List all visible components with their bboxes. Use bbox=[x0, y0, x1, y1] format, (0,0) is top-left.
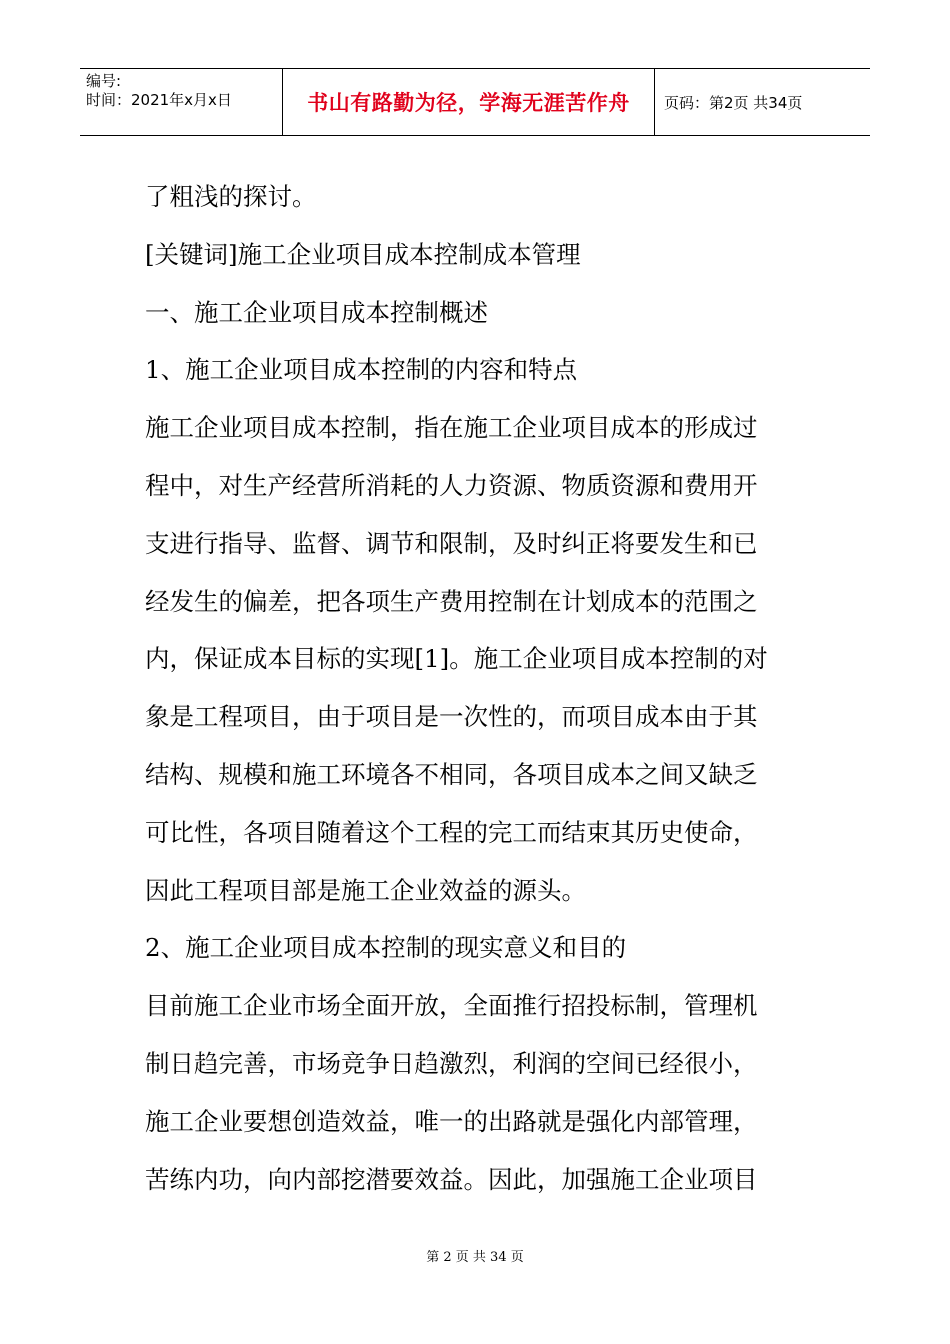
body-line: 支进行指导、监督、调节和限制，及时纠正将要发生和已 bbox=[145, 528, 758, 558]
section-heading: 一、施工企业项目成本控制概述 bbox=[145, 297, 488, 327]
document-code: 编号: bbox=[86, 72, 122, 90]
body-line: 因此工程项目部是施工企业效益的源头。 bbox=[145, 875, 586, 905]
body-line: 施工企业要想创造效益，唯一的出路就是强化内部管理， bbox=[145, 1106, 758, 1136]
page-footer: 第 2 页 共 34 页 bbox=[426, 1250, 524, 1265]
body-line: 制日趋完善，市场竞争日趋激烈，利润的空间已经很小， bbox=[145, 1048, 758, 1078]
body-line: 目前施工企业市场全面开放，全面推行招投标制，管理机 bbox=[145, 991, 758, 1021]
header-motto: 书山有路勤为径，学海无涯苦作舟 bbox=[307, 91, 630, 115]
body-line: 象是工程项目，由于项目是一次性的，而项目成本由于其 bbox=[145, 702, 758, 732]
header-meta bbox=[80, 69, 282, 135]
body-line: 结构、规模和施工环境各不相同，各项目成本之间又缺乏 bbox=[145, 759, 758, 789]
document-body bbox=[145, 168, 805, 1208]
document-time: 时间：2021年x月x日 bbox=[86, 91, 232, 109]
body-line: 可比性，各项目随着这个工程的完工而结束其历史使命， bbox=[145, 817, 758, 847]
keywords-line: [关键词]施工企业项目成本控制成本管理 bbox=[145, 239, 581, 269]
body-line: 内，保证成本目标的实现[1]。施工企业项目成本控制的对 bbox=[145, 644, 768, 674]
body-line: 施工企业项目成本控制，指在施工企业项目成本的形成过 bbox=[145, 413, 758, 443]
subsection-heading: 2、施工企业项目成本控制的现实意义和目的 bbox=[145, 933, 627, 963]
body-line: 苦练内功，向内部挖潜要效益。因此，加强施工企业项目 bbox=[145, 1164, 758, 1194]
body-line: 经发生的偏差，把各项生产费用控制在计划成本的范围之 bbox=[145, 586, 758, 616]
page-header bbox=[80, 68, 870, 136]
body-line: 了粗浅的探讨。 bbox=[145, 182, 317, 211]
subsection-heading: 1、施工企业项目成本控制的内容和特点 bbox=[145, 355, 578, 385]
header-page-info: 页码：第2页 共34页 bbox=[664, 93, 803, 112]
header-motto-cell bbox=[282, 69, 655, 135]
body-line: 程中，对生产经营所消耗的人力资源、物质资源和费用开 bbox=[145, 470, 758, 500]
header-page-cell bbox=[655, 69, 870, 135]
